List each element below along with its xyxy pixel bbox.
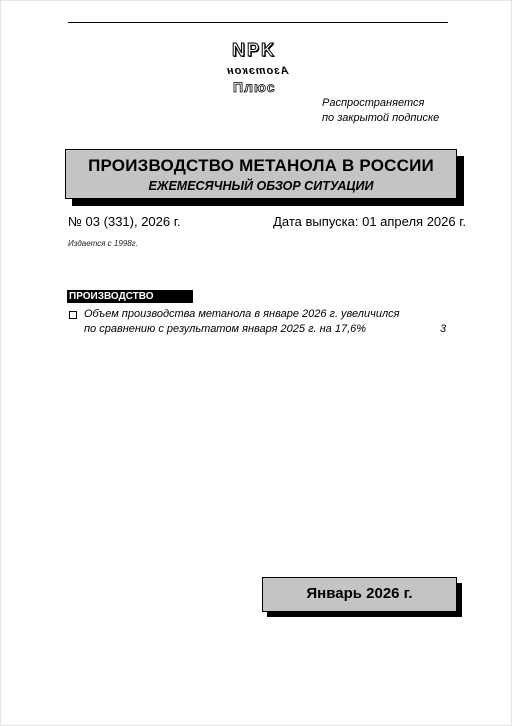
- logo-brand: NPK: [232, 40, 277, 60]
- toc-item-line2-wrap: [84, 322, 452, 337]
- toc-item-text-line2: по сравнению с результатом января 2025 г. на 17,6%: [84, 323, 367, 335]
- release-date: Дата выпуска: 01 апреля 2026 г.: [273, 214, 466, 229]
- top-rule-divider: [68, 22, 448, 23]
- bullet-square-icon: [69, 311, 77, 319]
- toc-item-text-line1: Объем производства метанола в январе 2026 г. увеличился: [84, 308, 400, 320]
- page-title: ПРОИЗВОДСТВО МЕТАНОЛА В РОССИИ: [88, 156, 434, 175]
- page-subtitle: ЕЖЕМЕСЯЧНЫЙ ОБЗОР СИТУАЦИИ: [148, 179, 374, 193]
- company-logo: [218, 40, 298, 100]
- section-header-production: ПРОИЗВОДСТВО: [67, 290, 193, 303]
- period-box: Январь 2026 г.: [262, 577, 457, 612]
- title-box: [65, 149, 457, 199]
- distribution-line1: Распространяется: [322, 97, 425, 109]
- published-since: Издается с 1998г.: [68, 239, 138, 248]
- toc-item-page-number: 3: [440, 323, 447, 335]
- logo-line3: Плюс: [233, 79, 276, 95]
- toc-item[interactable]: [68, 307, 452, 337]
- distribution-line2: по закрытой подписке: [322, 112, 440, 124]
- issue-number: № 03 (331), 2026 г.: [68, 214, 181, 229]
- distribution-note: [322, 96, 439, 126]
- logo-line2: Азотэкон: [226, 65, 289, 77]
